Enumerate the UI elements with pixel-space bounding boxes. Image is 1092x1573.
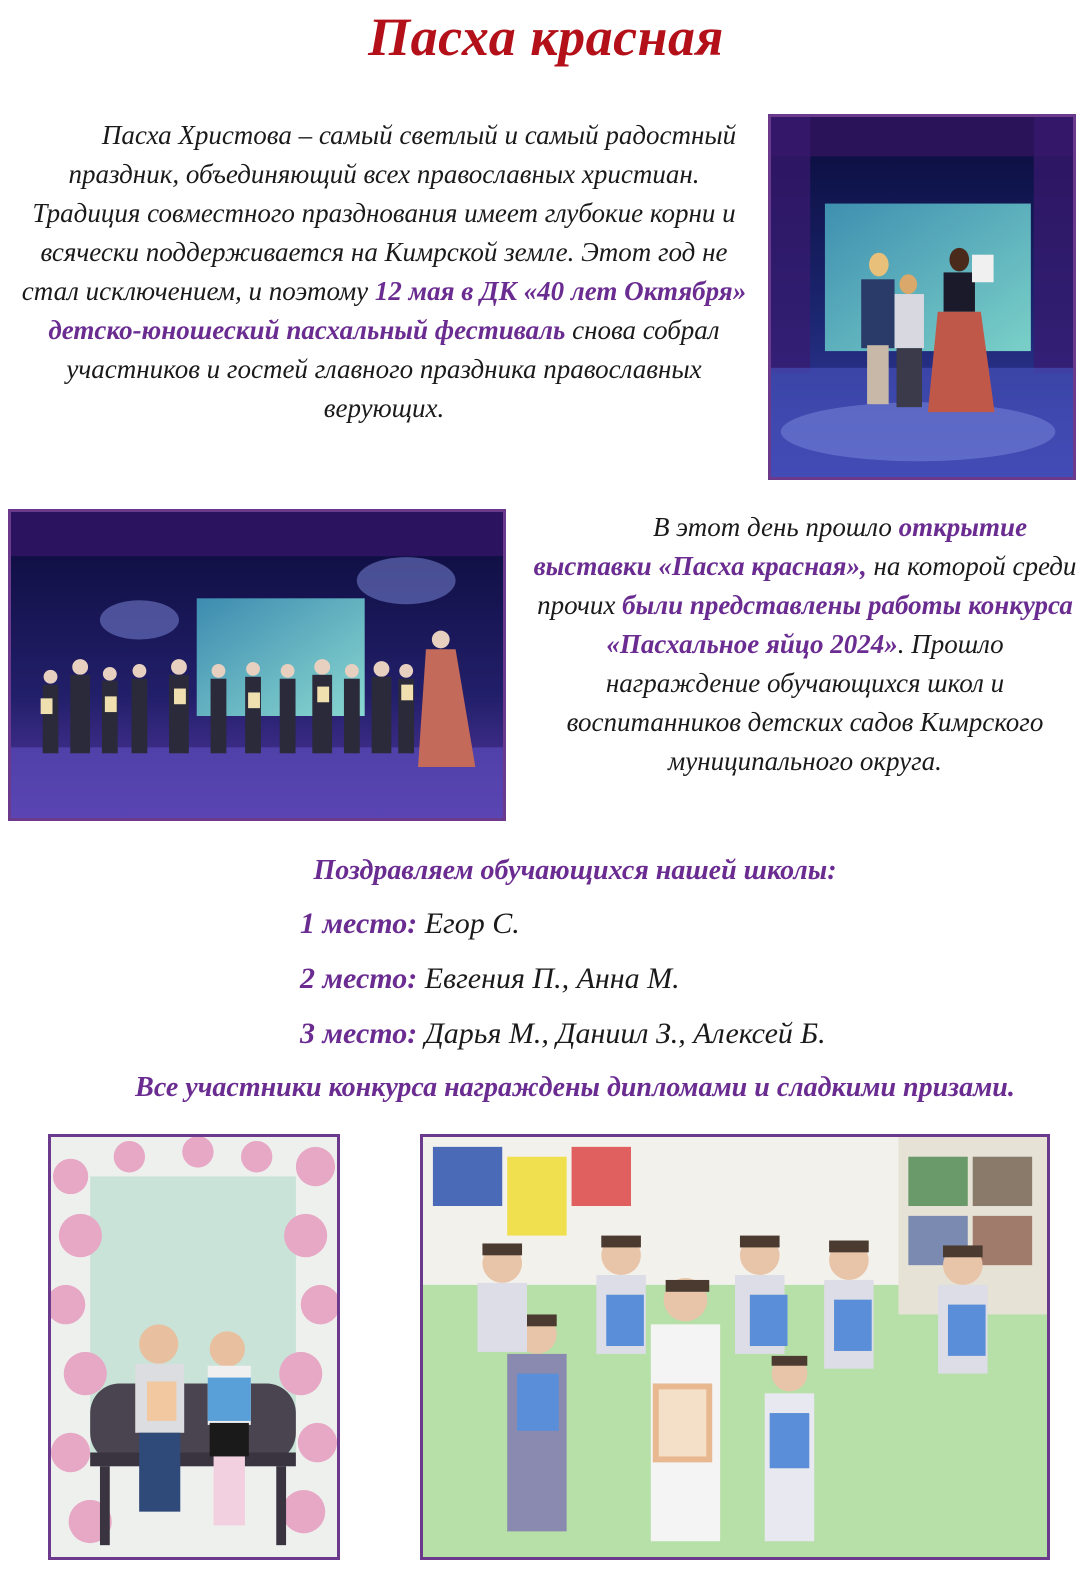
intro-highlight: 12 мая в ДК «40 лет Октября» детско-юношеский пасхальный фестиваль <box>48 276 747 345</box>
place-3-label: 3 место: <box>300 1017 418 1050</box>
exhibition-text-end: . Прошло награждение обучающихся школ и воспитанников детских садов Кимрского муниципального округа. <box>566 629 1044 776</box>
exhibition-text: В этот день прошло <box>652 512 899 542</box>
all-participants-note: Все участники конкурса награждены дипломами и сладкими призами. <box>135 1072 1015 1103</box>
place-3 <box>300 1017 826 1051</box>
place-2 <box>300 962 680 996</box>
page-title: Пасха красная <box>368 7 724 67</box>
exhibition-paragraph <box>530 508 1080 781</box>
intro-paragraph <box>18 116 750 428</box>
exhibition-text-mid: на которой среди прочих <box>537 551 1077 620</box>
place-1-names: Егор С. <box>417 907 520 940</box>
photo-school-group <box>420 1134 1050 1560</box>
exhibition-highlight: открытие выставки «Пасха красная», <box>533 512 1028 581</box>
photo-stage-award <box>768 114 1076 480</box>
congrats-heading: Поздравляем обучающихся нашей школы: <box>313 855 837 886</box>
place-1 <box>300 907 520 941</box>
photo-stage-group <box>8 509 506 821</box>
photo-floral-bench <box>48 1134 340 1560</box>
place-2-label: 2 место: <box>300 962 418 995</box>
place-2-names: Евгения П., Анна М. <box>417 962 680 995</box>
place-3-names: Дарья М., Даниил З., Алексей Б. <box>417 1017 826 1050</box>
place-1-label: 1 место: <box>300 907 418 940</box>
intro-text: Пасха Христова – самый светлый и самый радостный праздник, объединяющий всех православных христиан. Традиция совместного празднования имеет глубокие корни и всячески поддерживается на Кимрской земле. Этот год не стал исключением, и поэтому <box>21 120 737 306</box>
contest-highlight: были представлены работы конкурса «Пасхальное яйцо 2024» <box>606 590 1073 659</box>
intro-text-end: снова собрал участников и гостей главного праздника православных верующих. <box>66 315 720 423</box>
